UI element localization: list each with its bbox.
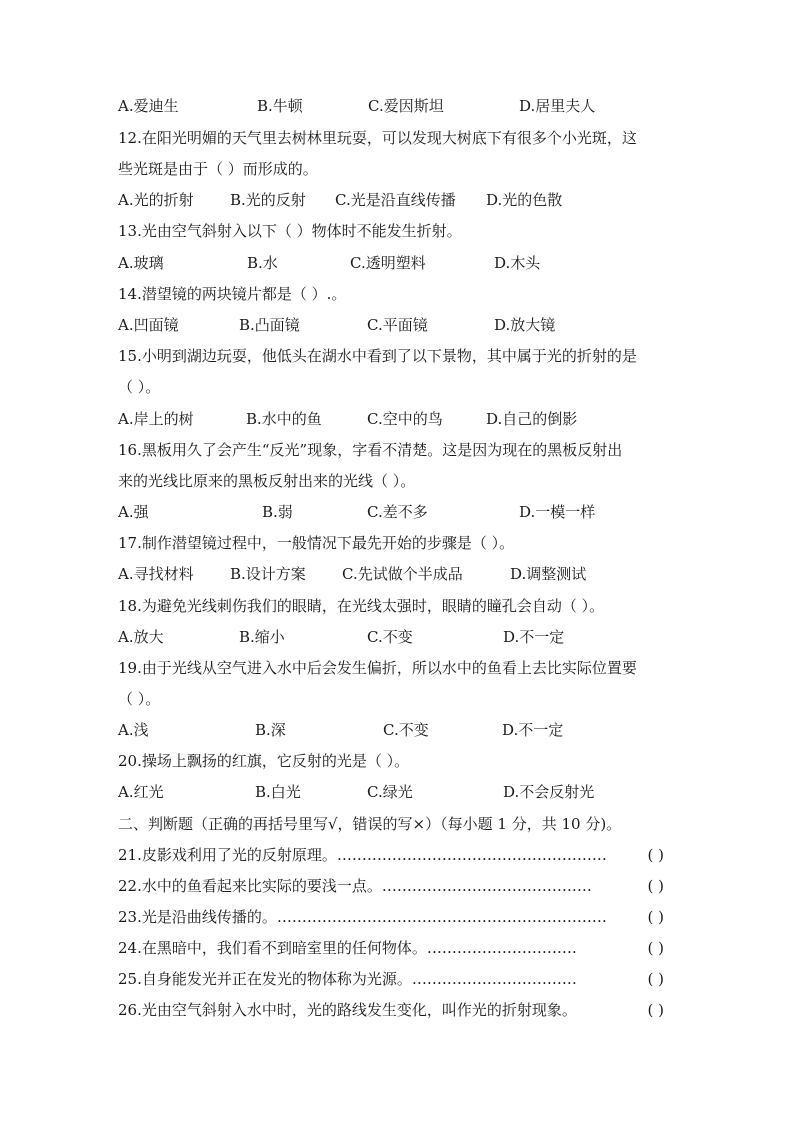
q18-option-b: B.缩小 [239, 628, 285, 646]
q12-stem-line1: 12.在阳光明媚的天气里去树林里玩耍，可以发现大树底下有很多个小光斑，这 [118, 129, 637, 147]
judgment-text: 25.自身能发光并正在发光的物体称为光源。…………………………… [118, 970, 577, 988]
q20-option-d: D.不会反射光 [503, 783, 595, 801]
q13-stem: 13.光由空气斜射入以下（ ）物体时不能发生折射。 [118, 222, 462, 240]
q12-option-c: C.光是沿直线传播 [335, 191, 456, 209]
judgment-item [118, 1000, 664, 1020]
q14-option-b: B.凸面镜 [239, 316, 300, 334]
q12-stem-line2: 些光斑是由于（ ）而形成的。 [118, 160, 318, 178]
judgment-text: 22.水中的鱼看起来比实际的要浅一点。…………………………………… [118, 877, 592, 895]
judgment-answer-blank[interactable]: ( ) [647, 939, 664, 957]
q15-stem-line2: （ ）。 [118, 378, 161, 396]
q13-option-a: A.玻璃 [118, 254, 164, 272]
q17-option-a: A.寻找材料 [118, 565, 194, 583]
q15-option-c: C.空中的鸟 [367, 410, 443, 428]
q17-option-d: D.调整测试 [510, 565, 587, 583]
judgment-text: 21.皮影戏利用了光的反射原理。……………………………………………… [118, 846, 607, 864]
q17-option-c: C.先试做个半成品 [342, 565, 463, 583]
section2-title: 二、判断题（正确的再括号里写√，错误的写×）（每小题 1 分，共 10 分)。 [118, 815, 622, 833]
judgment-text: 23.光是沿曲线传播的。………………………………………………………… [118, 908, 607, 926]
q16-option-c: C.差不多 [367, 503, 428, 521]
q16-stem-line1: 16.黑板用久了会产生“反光”现象，字看不清楚。这是因为现在的黑板反射出 [118, 441, 623, 459]
q18-option-c: C.不变 [367, 628, 413, 646]
q15-option-d: D.自己的倒影 [486, 410, 578, 428]
judgment-answer-blank[interactable]: ( ) [647, 970, 664, 988]
judgment-item [118, 938, 664, 958]
q20-stem: 20.操场上飘扬的红旗，它反射的光是（ ）。 [118, 752, 410, 770]
q15-option-b: B.水中的鱼 [246, 410, 322, 428]
q12-option-b: B.光的反射 [230, 191, 306, 209]
q19-option-b: B.深 [255, 721, 286, 739]
q18-option-a: A.放大 [118, 628, 164, 646]
q19-stem-line2: （ ）。 [118, 690, 161, 708]
judgment-answer-blank[interactable]: ( ) [647, 908, 664, 926]
q16-stem-line2: 来的光线比原来的黑板反射出来的光线（ ）。 [118, 472, 416, 490]
q17-stem: 17.制作潜望镜过程中，一般情况下最先开始的步骤是（ ）。 [118, 534, 515, 552]
q16-option-d: D.一模一样 [519, 503, 596, 521]
q19-option-c: C.不变 [383, 721, 429, 739]
q16-option-b: B.弱 [262, 503, 293, 521]
q14-stem: 14.潜望镜的两块镜片都是（ ）.。 [118, 285, 347, 303]
judgment-item [118, 876, 664, 896]
judgment-item [118, 969, 664, 989]
q13-option-b: B.水 [247, 254, 278, 272]
q18-option-d: D.不一定 [503, 628, 565, 646]
q15-option-a: A.岸上的树 [118, 410, 194, 428]
q16-option-a: A.强 [118, 503, 149, 521]
q11-option-b: B.牛顿 [257, 97, 303, 115]
q11-option-c: C.爱因斯坦 [368, 97, 444, 115]
q14-option-a: A.凹面镜 [118, 316, 179, 334]
q17-option-b: B.设计方案 [230, 565, 306, 583]
q11-option-a: A.爱迪生 [118, 97, 179, 115]
q15-stem-line1: 15.小明到湖边玩耍，他低头在湖水中看到了以下景物，其中属于光的折射的是 [118, 347, 637, 365]
q18-stem: 18.为避免光线刺伤我们的眼睛，在光线太强时，眼睛的瞳孔会自动（ ）。 [118, 597, 605, 615]
q13-option-c: C.透明塑料 [350, 254, 426, 272]
q20-option-b: B.白光 [255, 783, 301, 801]
q14-option-c: C.平面镜 [367, 316, 428, 334]
q20-option-c: C.绿光 [367, 783, 413, 801]
q14-option-d: D.放大镜 [494, 316, 556, 334]
q12-option-d: D.光的色散 [486, 191, 563, 209]
judgment-text: 24.在黑暗中，我们看不到暗室里的任何物体。………………………… [118, 939, 577, 957]
q13-option-d: D.木头 [494, 254, 541, 272]
q19-option-d: D.不一定 [502, 721, 564, 739]
judgment-item [118, 845, 664, 865]
judgment-item [118, 907, 664, 927]
judgment-answer-blank[interactable]: ( ) [647, 877, 664, 895]
q11-option-d: D.居里夫人 [519, 97, 596, 115]
q19-stem-line1: 19.由于光线从空气进入水中后会发生偏折，所以水中的鱼看上去比实际位置要 [118, 659, 637, 677]
q20-option-a: A.红光 [118, 783, 164, 801]
judgment-answer-blank[interactable]: ( ) [647, 1001, 664, 1019]
q12-option-a: A.光的折射 [118, 191, 194, 209]
judgment-answer-blank[interactable]: ( ) [647, 846, 664, 864]
judgment-text: 26.光由空气斜射入水中时，光的路线发生变化，叫作光的折射现象。 [118, 1001, 577, 1019]
q19-option-a: A.浅 [118, 721, 149, 739]
